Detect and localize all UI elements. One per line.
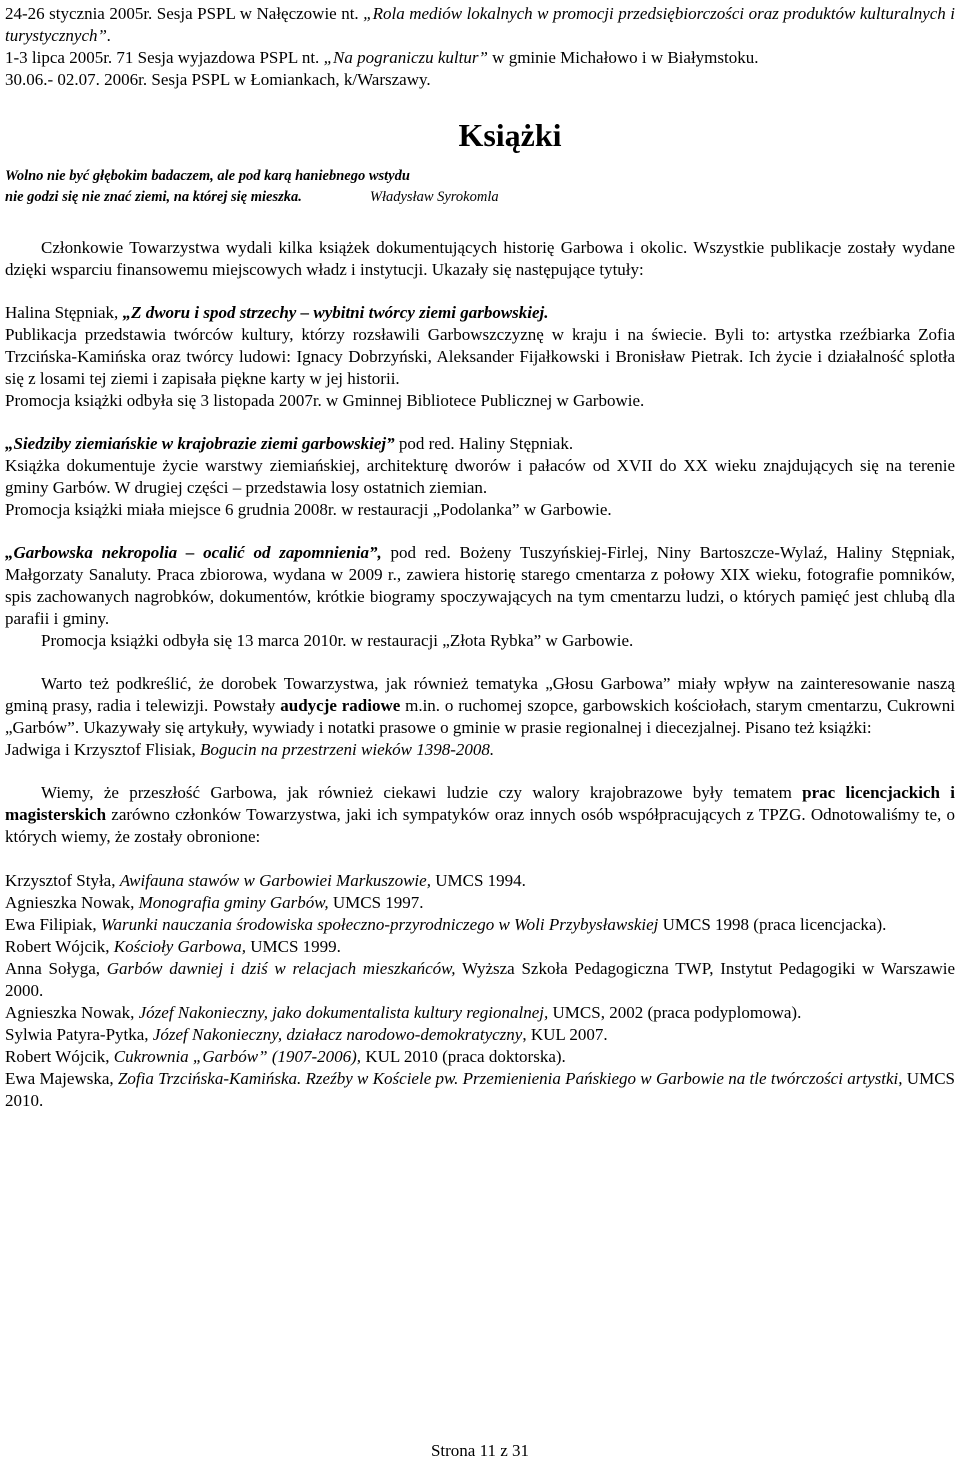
book-3-description	[5, 542, 955, 630]
book-title: „Z dworu i spod strzechy – wybitni twórcy ziemi garbowskiej.	[122, 303, 549, 322]
motto	[5, 166, 955, 208]
book-title: Bogucin na przestrzeni wieków 1398-2008.	[200, 740, 495, 759]
list-item	[5, 1046, 955, 1068]
motto-line-text: nie godzi się nie znać ziemi, na której się mieszka.	[5, 189, 302, 205]
section-heading: Książki	[458, 117, 562, 153]
thesis-title: Awifauna stawów w Garbowiei Markuszowie,	[119, 871, 431, 890]
motto-line: Wolno nie być głębokim badaczem, ale pod karą haniebnego wstydu	[5, 168, 410, 184]
thesis-details: UMCS 1999.	[245, 937, 341, 956]
event-place-text: w gminie Michałowo i w Białymstoku.	[487, 48, 759, 67]
thesis-title: Zofia Trzcińska-Kamińska. Rzeźby w Kościele pw. Przemienienia Pańskiego w Garbowie na tle twórczości artystki,	[117, 1069, 903, 1088]
thesis-details: UMCS 1998 (praca licencjacka).	[658, 915, 887, 934]
thesis-list	[5, 870, 955, 1112]
thesis-author: Sylwia Patyra-Pytka,	[5, 1025, 153, 1044]
theses-text: zarówno członków Towarzystwa, jaki ich sympatyków oraz innych osób współpracujących z TPZG. Odnotowaliśmy te, o których wiemy, że zostały obronione:	[5, 805, 955, 846]
media-text: Warto też podkreślić, że dorobek Towarzystwa, jak również tematyka „Głosu Garbowa” miały wpływ na zainteresowanie naszą gminą prasy, radia i telewizji. Powstały	[5, 674, 955, 715]
thesis-details: KUL 2010 (praca doktorska).	[361, 1047, 566, 1066]
thesis-title: Warunki nauczania środowiska społeczno-przyrodniczego w Woli Przybysławskiej	[100, 915, 659, 934]
media-bold-text: audycje radiowe	[280, 696, 401, 715]
motto-author: Władysław Syrokomla	[369, 189, 499, 205]
thesis-author: Robert Wójcik,	[5, 937, 114, 956]
event-title-text: „Rola mediów lokalnych w promocji przedsiębiorczości oraz produktów kulturalnych i turystycznych”.	[5, 4, 956, 45]
list-item	[5, 1024, 955, 1046]
thesis-details: Wyższa Szkoła Pedagogiczna TWP, Instytut Pedagogiki w Warszawie 2000.	[5, 959, 956, 1000]
book-author: Halina Stępniak,	[5, 303, 123, 322]
thesis-title: Józef Nakonieczny, jako dokumentalista kultury regionalnej,	[138, 1003, 549, 1022]
thesis-details: UMCS 2010.	[5, 1069, 955, 1110]
event-line-1	[5, 3, 955, 47]
thesis-title: Monografia gminy Garbów,	[138, 893, 329, 912]
thesis-details: UMCS, 2002 (praca podyplomowa).	[548, 1003, 802, 1022]
book-1-description: Publikacja przedstawia twórców kultury, którzy rozsławili Garbowszczyznę w kraju i na świecie. Byli to: artystka rzeźbiarka Zofia Trzcińska-Kamińska oraz twórcy ludowi: Ignacy Dobrzyński, Aleksander Fijałkowski i Bronisław Pietrak. Ich życie i działalność splotła się z losami tej ziemi i zapisała piękne karty w jej historii.	[5, 325, 955, 388]
list-item	[5, 958, 955, 1002]
event-title-text: „Na pograniczu kultur”	[323, 48, 488, 67]
thesis-author: Ewa Majewska,	[5, 1069, 118, 1088]
page-number: Strona 11 z 31	[430, 1441, 530, 1460]
thesis-title: Garbów dawniej i dziś w relacjach mieszkańców,	[106, 959, 456, 978]
thesis-author: Krzysztof Styła,	[5, 871, 120, 890]
thesis-author: Robert Wójcik,	[5, 1047, 114, 1066]
list-item	[5, 1068, 955, 1112]
thesis-author: Anna Sołyga,	[5, 959, 107, 978]
event-line-3: 30.06.- 02.07. 2006r. Sesja PSPL w Łomiankach, k/Warszawy.	[5, 70, 431, 89]
list-item	[5, 870, 955, 892]
list-item	[5, 936, 955, 958]
thesis-title: Cukrownia „Garbów” (1907-2006),	[113, 1047, 362, 1066]
thesis-author: Agnieszka Nowak,	[5, 1003, 139, 1022]
theses-bold-text: prac licencjackich i magisterskich	[5, 783, 955, 824]
motto-line	[5, 187, 955, 208]
book-author: Jadwiga i Krzysztof Flisiak,	[5, 740, 200, 759]
book-description-text: pod red. Bożeny Tuszyńskiej-Firlej, Niny Bartoszcze-Wylaź, Haliny Stępniak, Małgorzaty Sanaluty. Praca zbiorowa, wydana w 2009 r., zawiera historię starego cmentarza z połowy XIX wieku, fotografie pomników, spis zachowanych nagrobków, dokumentów, krótkie biogramy spoczywających na tym cmentarzu ludzi, o których pamięć jest chlubą dla parafii i gminy.	[5, 543, 956, 628]
book-3-promotion: Promocja książki odbyła się 13 marca 2010r. w restauracji „Złota Rybka” w Garbowie.	[41, 631, 634, 650]
book-editor: pod red. Haliny Stępniak.	[394, 434, 574, 453]
media-paragraph	[5, 673, 955, 739]
list-item	[5, 1002, 955, 1024]
list-item	[5, 914, 955, 936]
book-2-promotion: Promocja książki miała miejsce 6 grudnia 2008r. w restauracji „Podolanka” w Garbowie.	[5, 500, 612, 519]
thesis-author: Agnieszka Nowak,	[5, 893, 139, 912]
event-date-text: 1-3 lipca 2005r. 71 Sesja wyjazdowa PSPL nt.	[5, 48, 324, 67]
book-1-title-line	[5, 302, 955, 324]
book-2-description: Książka dokumentuje życie warstwy ziemiańskiej, architekturę dworów i pałaców od XVII do XX wieku znajdujących się na terenie gminy Garbów. W drugiej części – przedstawia losy ostatnich ziemian.	[5, 456, 955, 497]
thesis-title: Kościoły Garbowa,	[113, 937, 246, 956]
media-text: m.in. o ruchomej szopce, garbowskich kościołach, starym cmentarzu, Cukrowni „Garbów”. Ukazywały się artykuły, wywiady i notatki prasowe o gminie w prasie regionalnej i diecezjalnej. Pisano też książki:	[5, 696, 955, 737]
book-1-promotion: Promocja książki odbyła się 3 listopada 2007r. w Gminnej Bibliotece Publicznej w Garbowie.	[5, 391, 645, 410]
theses-text: Wiemy, że przeszłość Garbowa, jak również ciekawi ludzie czy walory krajobrazowe były tematem	[41, 783, 803, 802]
book-2-title-line	[5, 433, 955, 455]
thesis-title: Józef Nakonieczny, działacz narodowo-demokratyczny	[152, 1025, 523, 1044]
event-date-text: 24-26 stycznia 2005r. Sesja PSPL w Nałęczowie nt.	[5, 4, 364, 23]
thesis-details: , KUL 2007.	[522, 1025, 608, 1044]
theses-paragraph	[5, 782, 955, 848]
thesis-details: UMCS 1994.	[430, 871, 526, 890]
thesis-details: UMCS 1997.	[328, 893, 424, 912]
book-title: „Siedziby ziemiańskie w krajobrazie ziemi garbowskiej”	[5, 434, 395, 453]
intro-paragraph: Członkowie Towarzystwa wydali kilka książek dokumentujących historię Garbowa i okolic. Wszystkie publikacje zostały wydane dzięki wsparciu finansowemu miejscowych władz i instytucji. Ukazały się następujące tytuły:	[5, 238, 955, 279]
thesis-author: Ewa Filipiak,	[5, 915, 101, 934]
media-book-line	[5, 739, 955, 761]
list-item	[5, 892, 955, 914]
event-line-2	[5, 47, 955, 69]
book-title: „Garbowska nekropolia – ocalić od zapomnienia”,	[5, 543, 382, 562]
document-page	[5, 3, 955, 1112]
